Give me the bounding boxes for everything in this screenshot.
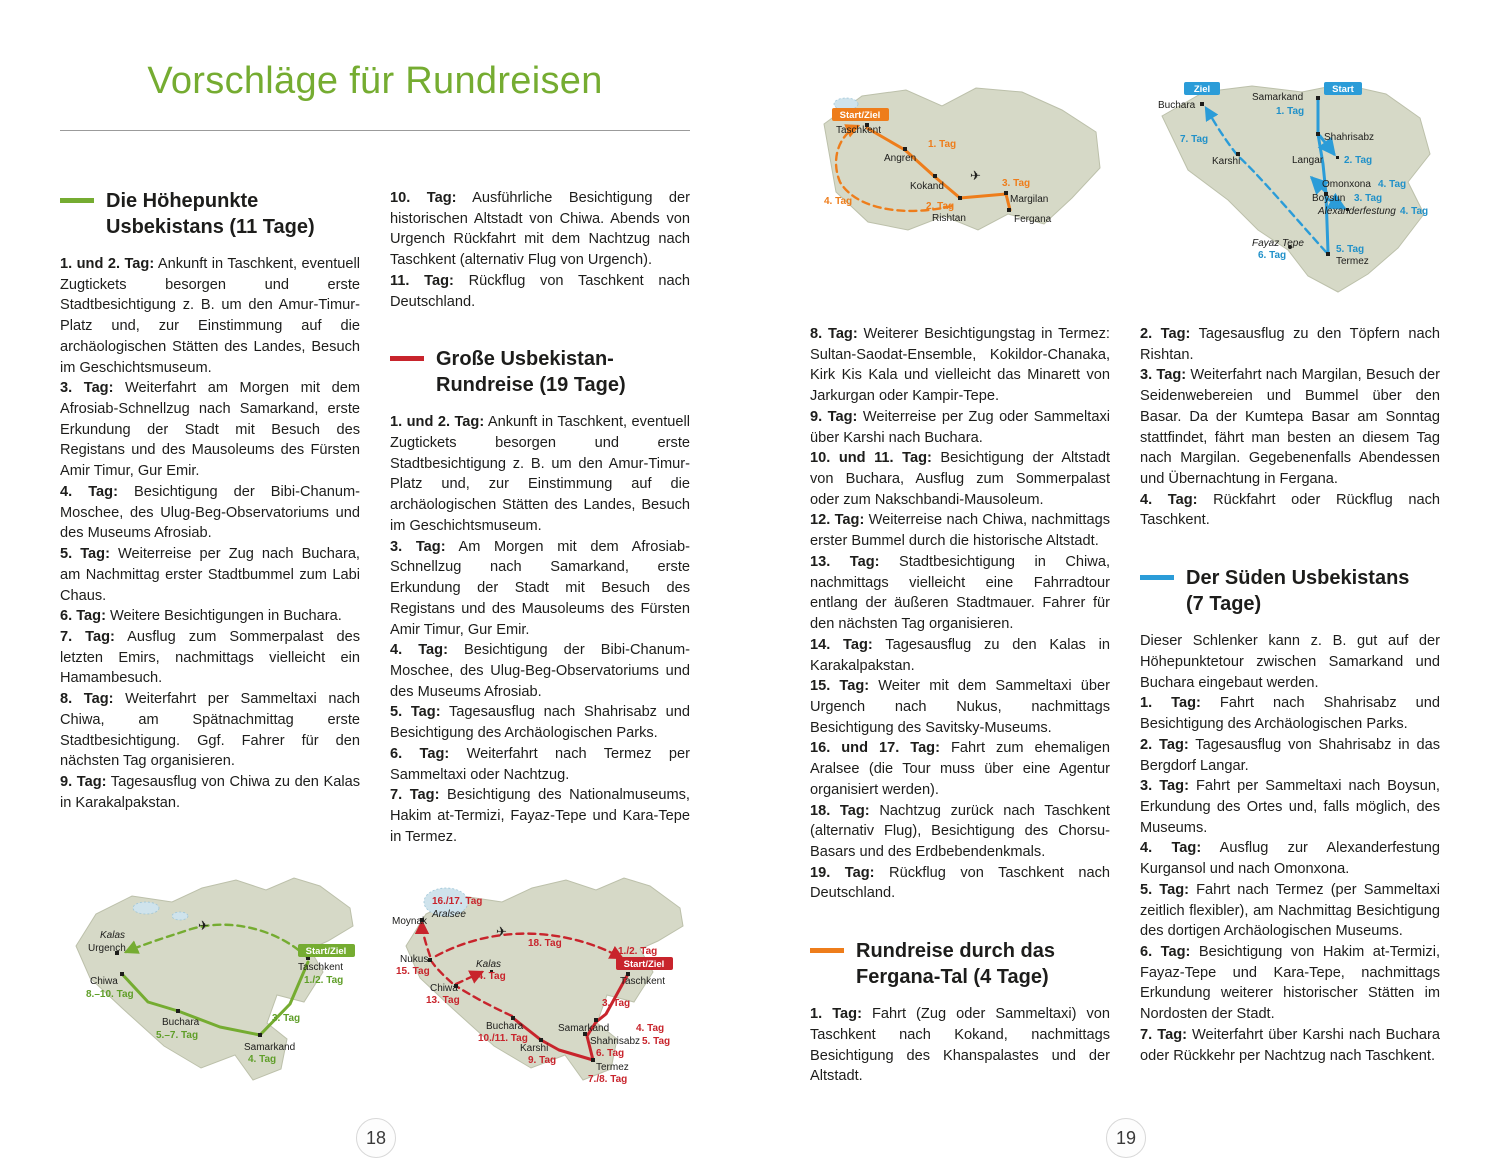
day-entry — [1140, 776, 1440, 838]
map-label-termez: Termez — [596, 1062, 629, 1073]
day-text: Fahrt per Sammeltaxi nach Boysun, Erkundung des Ortes und, falls möglich, des Museums. — [1140, 778, 1440, 836]
section-title-line2: (7 Tage) — [1186, 593, 1262, 616]
city-marker — [1007, 208, 1011, 212]
section-title-line1: Große Usbekistan- — [436, 348, 614, 371]
start-badge-label: Start — [1332, 84, 1354, 95]
day-entry — [810, 552, 1110, 635]
map-label-tag-4: 4. Tag — [636, 1023, 665, 1034]
day-entry — [810, 324, 1110, 407]
map-label-fergana: Fergana — [1014, 214, 1052, 225]
map-label-tag-15: 15. Tag — [396, 966, 430, 977]
day-text: Besichtigung der Altstadt von Buchara, Ausflug zum Sommerpalast oder zum Nakschbandi-Mausoleum. — [810, 450, 1110, 508]
day-entry — [810, 635, 1110, 676]
day-label: 19. Tag: — [810, 864, 875, 881]
city-marker — [539, 1038, 543, 1042]
section-title — [436, 346, 626, 398]
map-label-moynak: Moynak — [392, 916, 428, 927]
day-entry — [390, 537, 690, 641]
map-grosse-svg — [390, 856, 690, 1121]
day-label: 3. Tag: — [390, 538, 446, 555]
day-label: 4. Tag: — [390, 642, 448, 659]
day-entry — [810, 801, 1110, 863]
title-rule — [60, 130, 690, 131]
day-entry — [810, 1004, 1110, 1087]
day-label: 1. Tag: — [1140, 695, 1201, 712]
day-text: Fahrt nach Shahrisabz und Besichtigung des Archäologischen Parks. — [1140, 695, 1440, 733]
city-marker — [1336, 156, 1339, 159]
map-label-chiwa: Chiwa — [90, 976, 118, 987]
day-text: Fahrt nach Termez (per Sammeltaxi zeitlich flexibler), am Nachmittag Besichtigung des dortigen Archäologischen Museums. — [1140, 881, 1440, 940]
section-title-line1: Die Höhepunkte — [106, 190, 259, 212]
map-hoehepunkte — [60, 856, 360, 1121]
city-marker — [176, 1009, 180, 1013]
map-label-karshi: Karshi — [520, 1043, 549, 1054]
day-text: Fahrt (Zug oder Sammeltaxi) von Taschkent nach Kokand, nachmittags Besichtigung des Khanspalastes und der Altstadt. — [810, 1006, 1110, 1085]
map-label-tag-6: 6. Tag — [1258, 250, 1287, 261]
day-entry — [1140, 490, 1440, 531]
map-label-tag-1-2: 1./2. Tag — [304, 975, 344, 986]
map-label-tag-2: 2. Tag — [926, 201, 955, 212]
section-dash-icon — [60, 198, 94, 203]
day-label: 9. Tag: — [60, 773, 107, 790]
day-entry — [1140, 324, 1440, 365]
map-label-tag-7: 7. Tag — [1180, 134, 1209, 145]
ziel-badge-label: Ziel — [1193, 84, 1211, 95]
day-label: 10. und 11. Tag: — [810, 450, 932, 467]
section-dash-icon — [390, 356, 424, 361]
day-text: Weiterfahrt nach Termez per Sammeltaxi oder Nachtzug. — [390, 745, 690, 783]
day-text: Tagesausflug nach Shahrisabz und Besichtigung des Archäologischen Parks. — [390, 704, 691, 742]
day-text: Weiterfahrt über Karshi nach Buchara oder Rückkehr per Nachtzug nach Taschkent. — [1140, 1026, 1440, 1064]
section-title — [856, 938, 1055, 990]
column-3 — [810, 324, 1110, 1087]
day-entry — [390, 188, 690, 271]
day-text: Rückflug von Taschkent nach Deutschland. — [810, 864, 1110, 902]
start-ziel-badge-label: Start/Ziel — [305, 946, 347, 957]
day-entry — [1140, 735, 1440, 776]
day-text: Besichtigung der Bibi-Chanum-Moschee, des Ulug-Beg-Observatoriums und des Museums Afrosiab. — [390, 642, 690, 700]
page-number-right: 19 — [1106, 1118, 1146, 1158]
city-marker — [1200, 102, 1204, 106]
day-label: 6. Tag: — [1140, 943, 1191, 960]
day-text: Weiterfahrt am Morgen mit dem Afrosiab-Schnellzug nach Samarkand, erste Erkundung der Stadt mit Besuch des Registans und des Mausoleums des Fürsten Amir Timur, Gur Emir. — [60, 380, 360, 480]
section-heading-sueden — [1140, 565, 1440, 617]
day-entry — [1140, 693, 1440, 734]
map-label-shahrisabz: Shahrisabz — [590, 1036, 641, 1047]
map-label-tag-3: 3. Tag — [1002, 178, 1031, 189]
day-label: 7. Tag: — [1140, 1026, 1187, 1043]
day-text: Tagesausflug zu den Töpfern nach Rishtan. — [1140, 326, 1441, 363]
map-label-tag-8-10: 8.–10. Tag — [86, 989, 134, 1000]
day-entry — [1140, 1025, 1440, 1066]
map-label-tag-13: 13. Tag — [426, 995, 460, 1006]
day-entry — [810, 448, 1110, 510]
day-label: 7. Tag: — [60, 628, 115, 645]
map-label-tag-4b: 4. Tag — [1400, 206, 1429, 217]
city-marker — [1316, 132, 1320, 136]
map-hoehepunkte-svg — [60, 856, 360, 1121]
map-sueden-svg — [1140, 62, 1440, 312]
section-title-line2: Rundreise (19 Tage) — [436, 374, 626, 397]
map-label-alexanderfestung: Alexanderfestung — [1318, 206, 1396, 217]
section-title-line1: Der Süden Usbekistans — [1186, 567, 1410, 590]
map-label-tag-7-8: 7./8. Tag — [588, 1074, 628, 1085]
map-label-urgench: Urgench — [88, 943, 126, 954]
map-label-tag-1: 1. Tag — [1276, 106, 1305, 117]
map-label-tag-5: 5. Tag — [1336, 244, 1365, 255]
section-heading-grosse — [390, 346, 690, 398]
map-label-tag-6: 6. Tag — [596, 1048, 625, 1059]
day-label: 16. und 17. Tag: — [810, 740, 940, 757]
day-text: Rückfahrt oder Rückflug nach Taschkent. — [1140, 491, 1440, 529]
city-marker — [258, 1033, 262, 1037]
map-label-aralsee: Aralsee — [432, 909, 466, 920]
day-entry — [390, 744, 690, 785]
section-intro — [1140, 631, 1440, 693]
page-title: Vorschläge für Rundreisen — [147, 60, 603, 102]
day-text: Nachtzug zurück nach Taschkent (alternativ Flug), Besichtigung des Chorsu-Basars und des Erdbebendenkmals. — [810, 802, 1110, 860]
page-number-left: 18 — [356, 1118, 396, 1158]
day-text: Ausflug zum Sommerpalast des letzten Emirs, nachmittags vielleicht ein Hamambesuch. — [60, 628, 360, 687]
section-dash-icon — [810, 948, 844, 953]
page-19 — [750, 0, 1500, 1170]
map-label-chiwa: Chiwa — [430, 983, 458, 994]
city-marker — [594, 1018, 598, 1022]
city-marker — [120, 972, 124, 976]
city-marker — [511, 1016, 515, 1020]
day-label: 8. Tag: — [810, 326, 858, 342]
map-label-tag-18: 18. Tag — [528, 938, 562, 949]
day-text: Weiterreise nach Chiwa, nachmittags erster Bummel durch die historische Altstadt. — [810, 512, 1110, 550]
map-fergana — [810, 62, 1110, 312]
city-marker — [903, 147, 907, 151]
map-label-tag-4a: 4. Tag — [1378, 179, 1407, 190]
day-label: 7. Tag: — [390, 787, 440, 804]
day-label: 2. Tag: — [1140, 326, 1191, 342]
day-entry — [810, 510, 1110, 551]
day-label: 11. Tag: — [390, 272, 454, 289]
airplane-icon: ✈ — [496, 924, 507, 939]
column-4 — [1140, 324, 1440, 1066]
day-text: Ausführliche Besichtigung der historischen Altstadt von Chiwa. Abends von Urgench Rückfahrt mit dem Nachtzug nach Taschkent (alternativ Flug von Urgench). — [390, 190, 690, 269]
map-label-kokand: Kokand — [910, 181, 944, 192]
day-text: Ankunft in Taschkent, eventuell Zugtickets besorgen und erste Stadtbesichtigung z. B. um den Amur-Timur-Platz und, zur Einstimmung auf die archäologischen Stätten des Landes, Besuch im Geschichtsmuseum. — [390, 414, 690, 534]
day-entry — [1140, 365, 1440, 489]
day-text: Ausflug zur Alexanderfestung Kurgansol und nach Omonxona. — [1140, 840, 1440, 878]
day-entry — [810, 738, 1110, 800]
map-label-buchara: Buchara — [486, 1021, 524, 1032]
day-label: 12. Tag: — [810, 512, 865, 529]
map-label-tag-4: 4. Tag — [824, 196, 853, 207]
day-entry — [1140, 942, 1440, 1025]
day-label: 4. Tag: — [1140, 491, 1198, 508]
intro-text: Dieser Schlenker kann z. B. gut auf der Höhepunktetour zwischen Samarkand und Buchara eingebaut werden. — [1140, 633, 1440, 691]
map-label-tag-10-11: 10./11. Tag — [478, 1033, 528, 1044]
day-entry — [390, 702, 690, 743]
section-dash-icon — [1140, 575, 1174, 580]
day-entry — [60, 378, 360, 482]
day-entry — [60, 254, 360, 378]
section-title — [1186, 565, 1409, 617]
map-label-buchara: Buchara — [1158, 100, 1196, 111]
day-label: 15. Tag: — [810, 678, 870, 695]
day-entry — [810, 407, 1110, 448]
map-label-tag-4: 4. Tag — [248, 1054, 277, 1065]
day-text: Weiterfahrt per Sammeltaxi nach Chiwa, am Spätnachmittag erste Stadtbesichtigung. Ggf. Fahrer für den nächsten Tag organisieren. — [60, 691, 360, 770]
map-label-tag-3: 3. Tag — [1354, 193, 1383, 204]
city-marker — [933, 174, 937, 178]
map-label-margilan: Margilan — [1010, 194, 1049, 205]
airplane-icon: ✈ — [970, 168, 981, 183]
map-label-tag-9: 9. Tag — [528, 1055, 557, 1066]
airplane-icon: ✈ — [198, 918, 209, 933]
day-entry — [810, 676, 1110, 738]
map-label-kalas: Kalas — [476, 959, 502, 970]
column-1 — [60, 188, 360, 813]
day-label: 6. Tag: — [390, 745, 450, 762]
day-text: Weitere Besichtigungen in Buchara. — [105, 608, 342, 625]
start-ziel-badge-label: Start/Ziel — [839, 110, 881, 121]
day-text: Tagesausflug von Chiwa zu den Kalas in Karakalpakstan. — [60, 773, 360, 811]
map-label-boysun: Boysun — [1312, 193, 1346, 204]
section-heading-hoehepunkte — [60, 188, 360, 240]
city-marker — [428, 958, 432, 962]
day-text: Weiterer Besichtigungstag in Termez: Sultan-Saodat-Ensemble, Kokildor-Chanaka, Kirk Kis Kala und vielleicht das Minarett von Jarkurgan oder Kampir-Tepe. — [810, 326, 1110, 405]
map-label-tag-5: 5. Tag — [642, 1036, 671, 1047]
day-text: Tagesausflug zu den Kalas in Karakalpakstan. — [810, 636, 1110, 674]
day-entry — [60, 627, 360, 689]
day-label: 1. Tag: — [810, 1006, 862, 1023]
map-label-buchara: Buchara — [162, 1017, 200, 1028]
day-entry — [60, 482, 360, 544]
day-text: Ankunft in Taschkent, eventuell Zugtickets besorgen und erste Stadtbesichtigung z. B. um den Amur-Timur-Platz und, zur Einstimmung auf die archäologischen Stätten des Landes, Besuch im Geschichtsmuseum. — [60, 256, 360, 376]
day-entry — [60, 772, 360, 813]
section-title-line2: Usbekistans (11 Tage) — [106, 216, 315, 238]
day-label: 5. Tag: — [390, 704, 441, 721]
day-label: 13. Tag: — [810, 553, 880, 570]
day-label: 14. Tag: — [810, 636, 873, 653]
start-ziel-badge-label: Start/Ziel — [623, 959, 665, 970]
map-label-tag-16-17: 16./17. Tag — [432, 896, 483, 907]
section-heading-fergana — [810, 938, 1110, 990]
day-label: 5. Tag: — [1140, 881, 1189, 898]
day-label: 6. Tag: — [60, 608, 106, 625]
map-label-tag-5-7: 5.–7. Tag — [156, 1030, 199, 1041]
column-2 — [390, 188, 690, 847]
section-title-line1: Rundreise durch das — [856, 940, 1055, 963]
day-entry — [1140, 880, 1440, 942]
day-text: Weiterreise per Zug nach Buchara, am Nachmittag erster Stadtbummel zum Labi Chaus. — [60, 546, 360, 604]
map-fergana-svg — [810, 62, 1110, 312]
day-text: Besichtigung der Bibi-Chanum-Moschee, des Ulug-Beg-Observatoriums und des Museums Afrosiab. — [60, 483, 360, 542]
section-title-line2: Fergana-Tal (4 Tage) — [856, 966, 1049, 989]
map-label-rishtan: Rishtan — [932, 213, 966, 224]
map-label-angren: Angren — [884, 153, 917, 164]
day-text: Tagesausflug von Shahrisabz in das Bergdorf Langar. — [1140, 736, 1440, 774]
day-text: Fahrt zum ehemaligen Aralsee (die Tour muss über eine Agentur organisiert werden). — [810, 740, 1110, 798]
map-label-karshi: Karshi — [1212, 156, 1241, 167]
day-label: 5. Tag: — [60, 546, 110, 563]
day-label: 1. und 2. Tag: — [390, 414, 485, 431]
day-text: Weiterfahrt nach Margilan, Besuch der Seidenwebereien und Bummel über den Basar. Da der Kumtepa Basar am Sonntag stattfindet, fährt man besten an diesem Tag nach Margilan. Gegebenenfalls Abendessen und Übernachtung in Fergana. — [1140, 367, 1440, 488]
map-label-omonxona: Omonxona — [1322, 179, 1371, 190]
section-title — [106, 188, 315, 240]
day-entry — [390, 412, 690, 536]
map-label-tag-1: 1. Tag — [928, 139, 957, 150]
day-text: Weiterreise per Zug oder Sammeltaxi über Karshi nach Buchara. — [810, 408, 1110, 446]
day-label: 3. Tag: — [1140, 778, 1189, 795]
day-entry — [1140, 838, 1440, 879]
map-label-tag-3: 3. Tag — [602, 998, 631, 1009]
day-text: Besichtigung von Hakim at-Termizi, Fayaz-Tepe und Kara-Tepe, nachmittags Erkundung weiterer historischer Stätten im Nordosten der Stadt. — [1140, 943, 1440, 1023]
day-entry — [390, 271, 690, 312]
day-entry — [390, 640, 690, 702]
city-marker — [1326, 252, 1330, 256]
map-label-tag-14: 14. Tag — [472, 971, 506, 982]
day-text: Am Morgen mit dem Afrosiab-Schnellzug nach Samarkand, erste Erkundung der Stadt mit Besuch des Registans und des Mausoleums des Fürsten Amir Timur, Gur Emir. — [390, 538, 690, 638]
day-label: 10. Tag: — [390, 190, 457, 206]
day-text: Weiter mit dem Sammeltaxi über Urgench nach Nukus, nachmittags Besichtigung des Savitsky-Museums. — [810, 678, 1110, 736]
map-label-samarkand: Samarkand — [558, 1023, 610, 1034]
day-label: 18. Tag: — [810, 802, 870, 819]
day-text: Rückflug von Taschkent nach Deutschland. — [390, 272, 690, 310]
day-label: 2. Tag: — [1140, 736, 1189, 753]
day-text: Stadtbesichtigung in Chiwa, nachmittags vielleicht eine Fahrradtour entlang der äußeren Stadtmauer. Fahrer für den nächsten Tag organisieren. — [810, 553, 1110, 633]
day-label: 8. Tag: — [60, 691, 114, 708]
day-entry — [60, 689, 360, 772]
day-entry — [60, 544, 360, 606]
city-marker — [591, 1058, 595, 1062]
day-label: 4. Tag: — [1140, 840, 1202, 857]
map-label-samarkand: Samarkand — [1252, 92, 1304, 103]
map-label-nukus: Nukus — [400, 954, 429, 965]
day-entry — [60, 606, 360, 627]
day-label: 3. Tag: — [1140, 367, 1187, 384]
day-label: 4. Tag: — [60, 483, 118, 500]
lake — [172, 912, 188, 920]
map-label-taschkent: Taschkent — [620, 976, 666, 987]
map-label-kalas: Kalas — [100, 930, 126, 941]
city-marker — [958, 196, 962, 200]
map-label-shahrisabz: Shahrisabz — [1324, 132, 1375, 143]
map-label-langar: Langar — [1292, 155, 1324, 166]
map-label-tag-3: 3. Tag — [272, 1013, 301, 1024]
map-grosse-rundreise — [390, 856, 690, 1121]
day-label: 3. Tag: — [60, 380, 114, 397]
day-label: 1. und 2. Tag: — [60, 256, 155, 272]
map-label-taschkent: Taschkent — [836, 125, 882, 136]
map-label-fayaz-tepe: Fayaz Tepe — [1252, 238, 1304, 249]
day-label: 9. Tag: — [810, 408, 858, 425]
map-label-tag-2: 2. Tag — [1344, 155, 1373, 166]
city-marker — [1316, 96, 1320, 100]
city-marker — [1004, 191, 1008, 195]
day-entry — [390, 785, 690, 847]
day-entry — [810, 863, 1110, 904]
map-label-taschkent: Taschkent — [298, 962, 344, 973]
map-label-tag-1-2: 1./2. Tag — [618, 946, 658, 957]
map-sueden — [1140, 62, 1440, 312]
map-label-samarkand: Samarkand — [244, 1042, 296, 1053]
map-label-termez: Termez — [1336, 256, 1369, 267]
day-text: Besichtigung des Nationalmuseums, Hakim at-Termizi, Fayaz-Tepe und Kara-Tepe in Termez. — [390, 787, 690, 845]
lake — [133, 902, 159, 914]
